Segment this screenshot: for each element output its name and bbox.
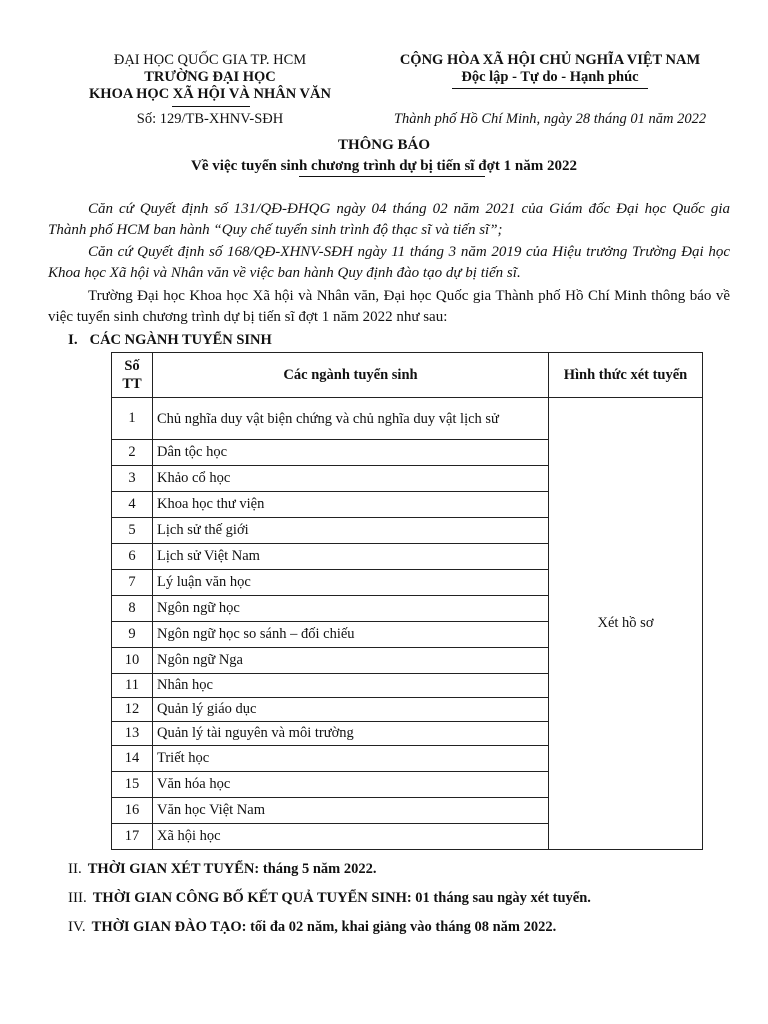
header-left-underline	[172, 106, 250, 107]
row-major: Ngôn ngữ học	[153, 596, 549, 622]
legal-basis-2: Căn cứ Quyết định số 168/QĐ-XHNV-SĐH ngày 11 tháng 3 năm 2019 của Hiệu trưởng Trường Đại học Khoa học Xã hội và Nhân văn về việc ban hành Quy định đào tạo dự bị tiến sĩ.	[48, 244, 730, 281]
admission-method: Xét hồ sơ	[549, 398, 703, 850]
section-1-title: CÁC NGÀNH TUYỂN SINH	[89, 332, 272, 348]
row-major: Văn hóa học	[153, 772, 549, 798]
university-line-2: TRƯỜNG ĐẠI HỌC	[144, 69, 276, 85]
row-number: 17	[112, 824, 153, 850]
table-header-row	[112, 353, 703, 398]
notice-title: THÔNG BÁO	[337, 137, 431, 153]
national-header	[380, 52, 720, 86]
row-number: 9	[112, 622, 153, 648]
national-title: CỘNG HÒA XÃ HỘI CHỦ NGHĨA VIỆT NAM	[399, 52, 701, 68]
row-number: 4	[112, 492, 153, 518]
row-number: 7	[112, 570, 153, 596]
row-major: Ngôn ngữ Nga	[153, 648, 549, 674]
row-major: Lịch sử thế giới	[153, 518, 549, 544]
section-3-number: III.	[68, 890, 87, 906]
header-no: Số TT	[112, 353, 153, 398]
row-number: 2	[112, 440, 153, 466]
row-number: 6	[112, 544, 153, 570]
row-major: Lịch sử Việt Nam	[153, 544, 549, 570]
date-line: Thành phố Hồ Chí Minh, ngày 28 tháng 01 năm 2022	[393, 111, 707, 127]
section-4-number: IV.	[68, 919, 86, 935]
row-major: Chủ nghĩa duy vật biện chứng và chủ nghĩa duy vật lịch sử	[153, 398, 549, 440]
legal-basis-1: Căn cứ Quyết định số 131/QĐ-ĐHQG ngày 04 tháng 02 năm 2021 của Giám đốc Đại học Quốc gia Thành phố HCM ban hành “Quy chế tuyển sinh trình độ thạc sĩ và tiến sĩ”;	[48, 201, 730, 238]
document-number: Số: 129/TB-XHNV-SĐH	[136, 111, 284, 127]
row-major: Quản lý giáo dục	[153, 698, 549, 722]
row-number: 10	[112, 648, 153, 674]
row-number: 14	[112, 746, 153, 772]
row-number: 1	[112, 398, 153, 440]
row-major: Quản lý tài nguyên và môi trường	[153, 722, 549, 746]
section-1-number: I.	[68, 332, 78, 348]
header-method: Hình thức xét tuyển	[549, 353, 703, 398]
section-3-text: THỜI GIAN CÔNG BỐ KẾT QUẢ TUYỂN SINH: 01 tháng sau ngày xét tuyển.	[92, 890, 591, 906]
row-major: Khảo cổ học	[153, 466, 549, 492]
row-number: 16	[112, 798, 153, 824]
section-2-number: II.	[68, 861, 82, 877]
section-4	[68, 918, 556, 936]
row-major: Văn học Việt Nam	[153, 798, 549, 824]
section-1-heading	[68, 331, 272, 349]
row-number: 11	[112, 674, 153, 698]
row-number: 3	[112, 466, 153, 492]
title-underline	[299, 176, 485, 177]
row-number: 8	[112, 596, 153, 622]
notice-subtitle: Về việc tuyển sinh chương trình dự bị tiến sĩ đợt 1 năm 2022	[191, 158, 577, 174]
row-number: 12	[112, 698, 153, 722]
table-row	[112, 398, 703, 440]
university-line-1: ĐẠI HỌC QUỐC GIA TP. HCM	[113, 52, 307, 68]
row-major: Ngôn ngữ học so sánh – đối chiếu	[153, 622, 549, 648]
row-major: Khoa học thư viện	[153, 492, 549, 518]
section-2-text: THỜI GIAN XÉT TUYỂN: tháng 5 năm 2022.	[87, 861, 377, 877]
section-2	[68, 860, 376, 878]
row-major: Nhân học	[153, 674, 549, 698]
header-major: Các ngành tuyển sinh	[153, 353, 549, 398]
national-motto: Độc lập - Tự do - Hạnh phúc	[461, 69, 639, 85]
row-number: 15	[112, 772, 153, 798]
announcement-intro: Trường Đại học Khoa học Xã hội và Nhân văn, Đại học Quốc gia Thành phố Hồ Chí Minh thông báo về việc tuyển sinh chương trình dự bị tiến sĩ đợt 1 năm 2022 như sau:	[48, 288, 730, 325]
row-major: Lý luận văn học	[153, 570, 549, 596]
row-number: 13	[112, 722, 153, 746]
row-major: Triết học	[153, 746, 549, 772]
university-name	[70, 52, 350, 103]
row-major: Xã hội học	[153, 824, 549, 850]
row-number: 5	[112, 518, 153, 544]
section-4-text: THỜI GIAN ĐÀO TẠO: tối đa 02 năm, khai giảng vào tháng 08 năm 2022.	[91, 919, 557, 935]
majors-table	[111, 352, 703, 850]
row-major: Dân tộc học	[153, 440, 549, 466]
header-right-underline	[452, 88, 648, 89]
section-3	[68, 889, 591, 907]
university-line-3: KHOA HỌC XÃ HỘI VÀ NHÂN VĂN	[89, 86, 331, 102]
